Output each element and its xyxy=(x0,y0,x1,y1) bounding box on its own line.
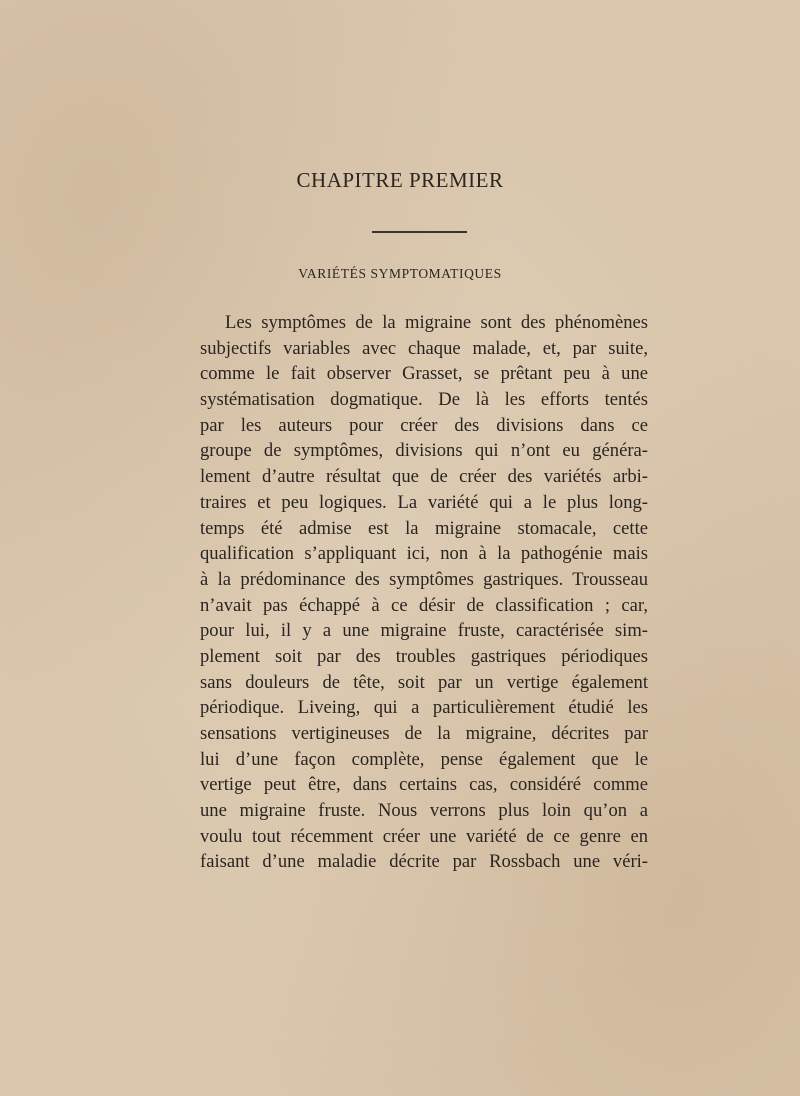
title-rule xyxy=(372,231,467,233)
text-line: plement soit par des troubles gastriques périodiques xyxy=(200,645,648,667)
text-line: Les symptômes de la migraine sont des phénomènes xyxy=(225,312,648,333)
text-line: systématisation dogmatique. De là les efforts tentés xyxy=(200,389,648,411)
text-line: à la prédominance des symptômes gastriques. Trousseau xyxy=(200,568,648,590)
text-line: pour lui, il y a une migraine fruste, caractérisée sim- xyxy=(200,620,648,642)
text-line: voulu tout récemment créer une variété de ce genre en xyxy=(200,825,648,847)
text-line: n’avait pas échappé à ce désir de classification ; car, xyxy=(200,594,648,616)
body-paragraph xyxy=(200,310,648,875)
chapter-title: CHAPITRE PREMIER xyxy=(296,168,504,192)
text-line: comme le fait observer Grasset, se prêtant peu à une xyxy=(200,363,648,385)
text-line: sans douleurs de tête, soit par un vertige également xyxy=(200,671,648,693)
section-title: VARIÉTÉS SYMPTOMATIQUES xyxy=(298,266,502,281)
text-line: périodique. Liveing, qui a particulièrement étudié les xyxy=(200,697,648,719)
text-line: groupe de symptômes, divisions qui n’ont eu généra- xyxy=(200,440,648,462)
text-line: temps été admise est la migraine stomacale, cette xyxy=(200,517,648,539)
text-line: sensations vertigineuses de la migraine, décrites par xyxy=(200,723,648,744)
text-line: qualification s’appliquant ici, non à la pathogénie mais xyxy=(200,543,648,565)
text-line: une migraine fruste. Nous verrons plus loin qu’on a xyxy=(200,800,648,822)
text-line: traires et peu logiques. La variété qui a le plus long- xyxy=(200,491,648,513)
text-line: subjectifs variables avec chaque malade, et, par suite, xyxy=(200,337,648,359)
text-line: vertige peut être, dans certains cas, considéré comme xyxy=(200,774,648,796)
text-line: faisant d’une maladie décrite par Rossbach une véri- xyxy=(200,851,648,873)
text-line: lui d’une façon complète, pense également que le xyxy=(200,748,648,770)
text-line: par les auteurs pour créer des divisions dans ce xyxy=(200,414,648,436)
text-line: lement d’autre résultat que de créer des variétés arbi- xyxy=(200,466,648,488)
